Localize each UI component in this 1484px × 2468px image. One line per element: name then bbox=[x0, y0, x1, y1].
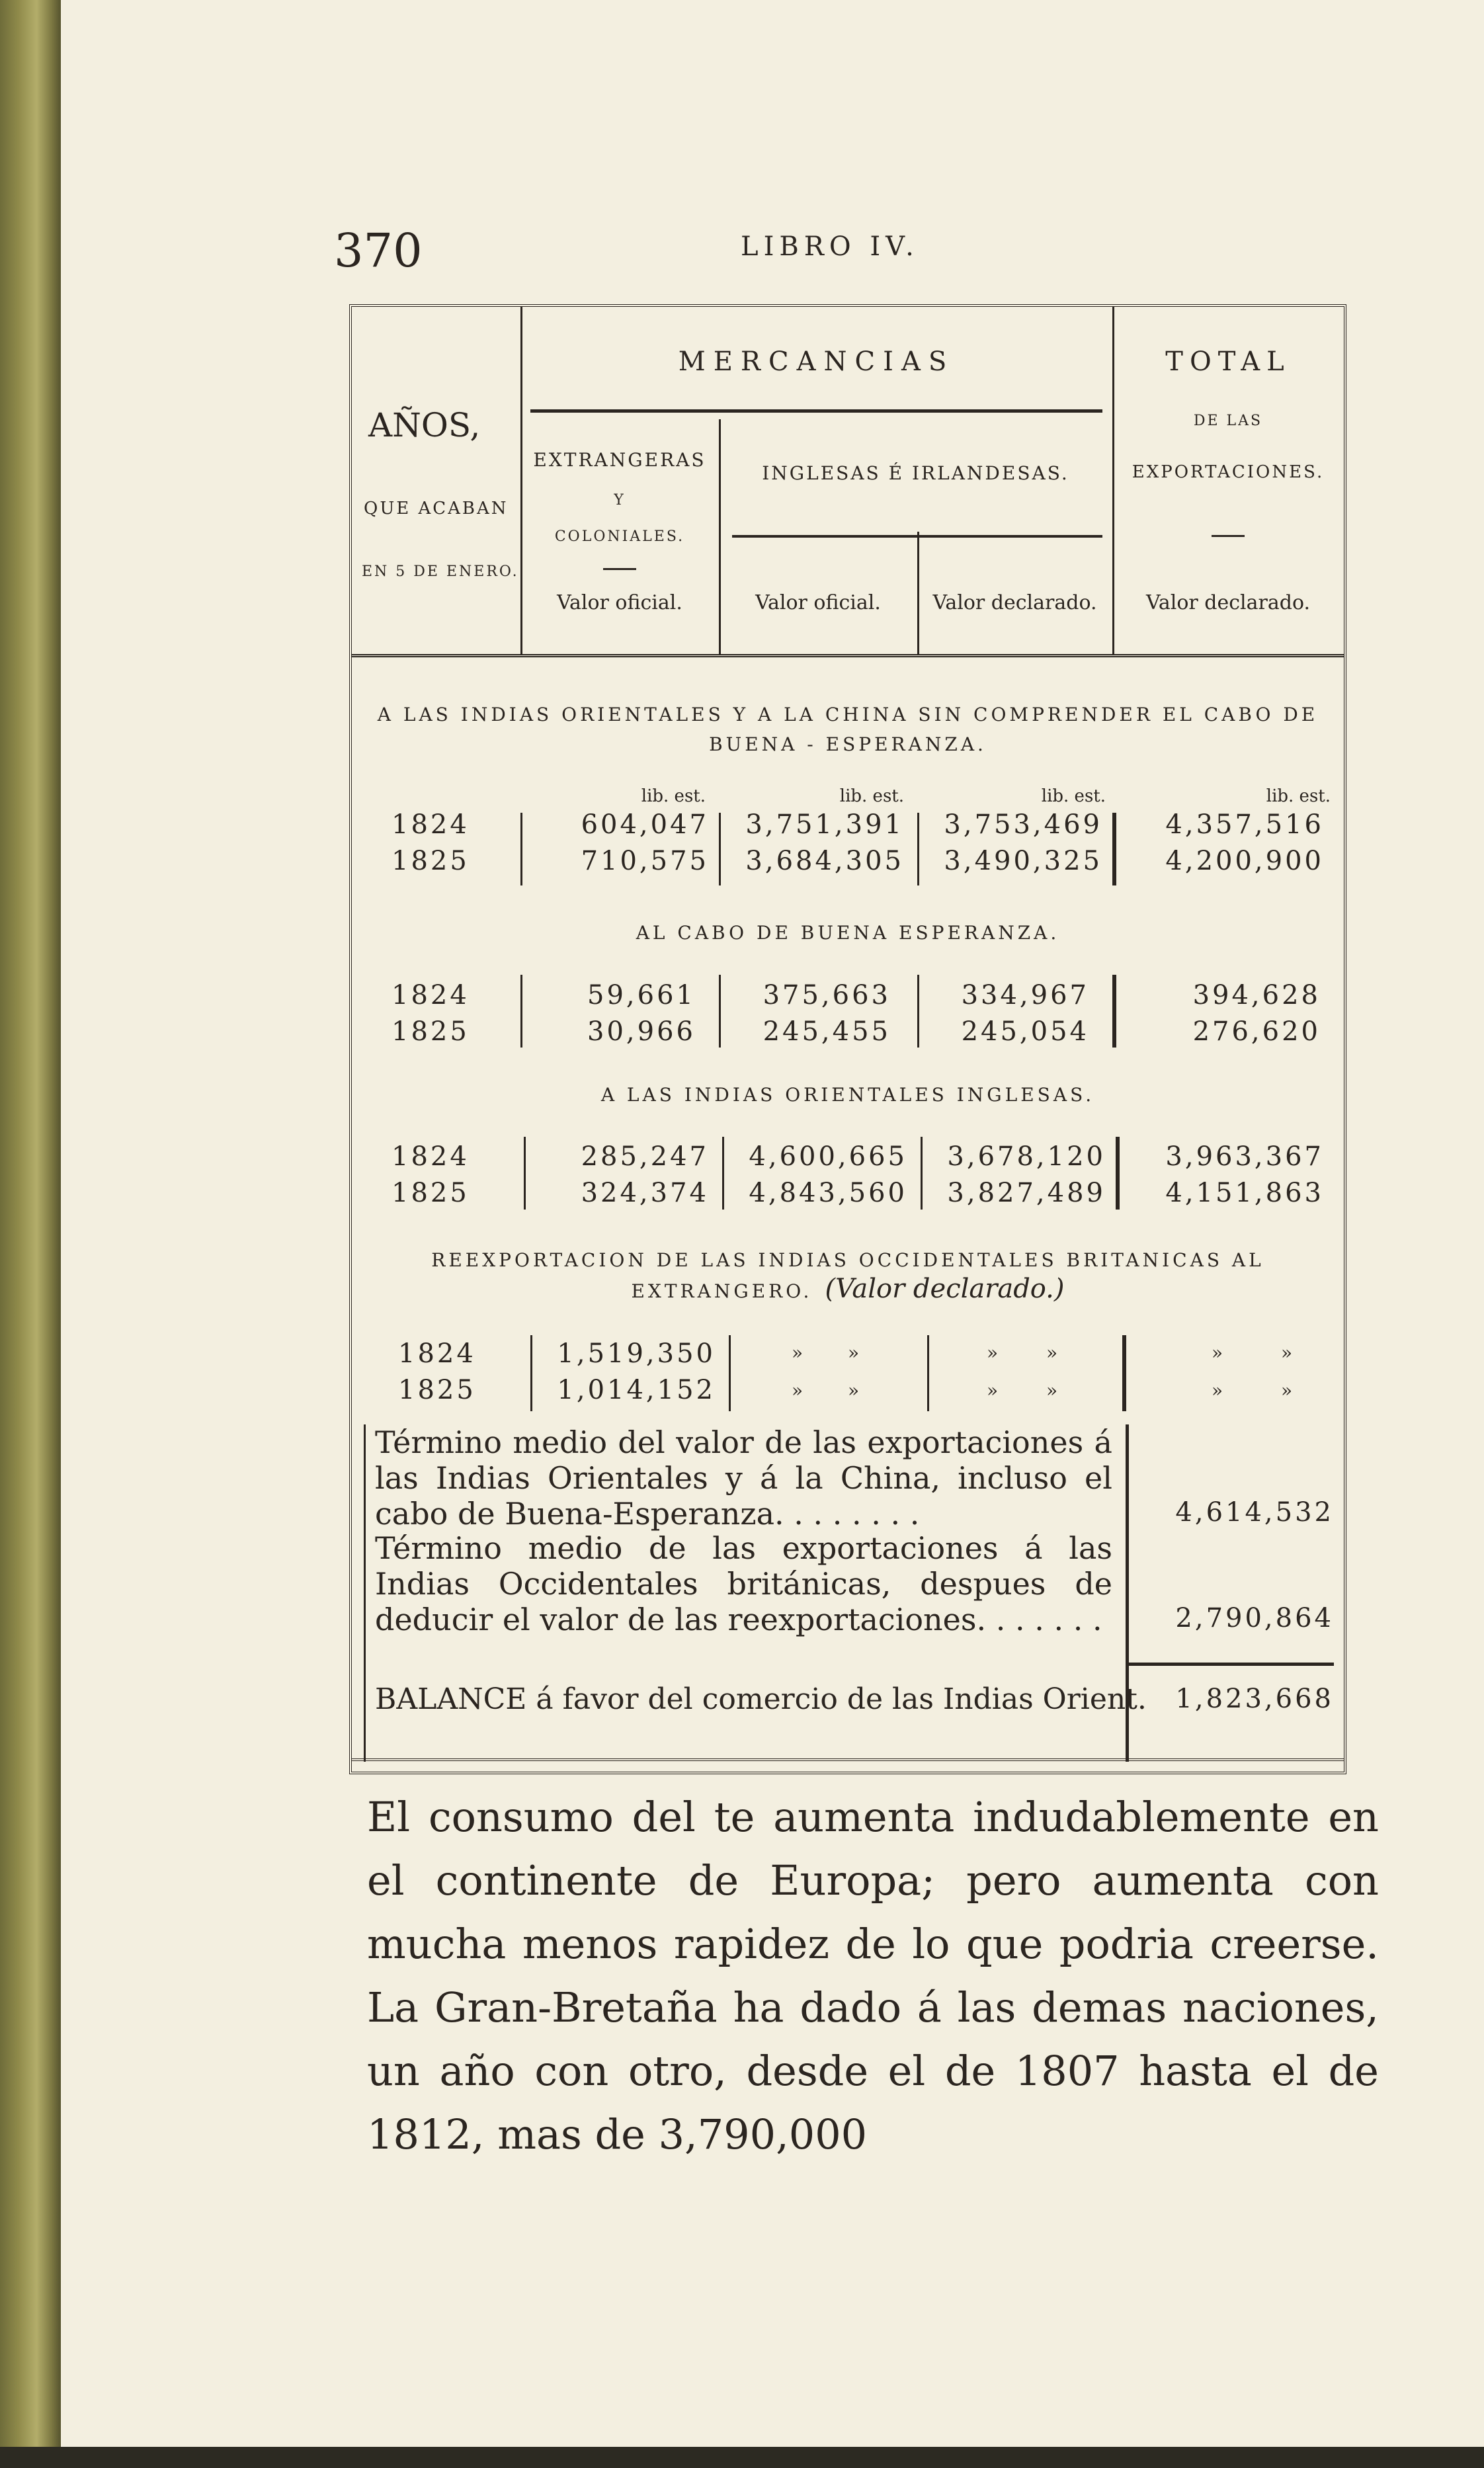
section1-title-1: A LAS INDIAS ORIENTALES Y A LA CHINA SIN COMPRENDER EL CABO DE bbox=[377, 704, 1319, 725]
s4-row1-ditto-2: » bbox=[848, 1342, 860, 1364]
section3-title: A LAS INDIAS ORIENTALES INGLESAS. bbox=[600, 1084, 1095, 1106]
foreign-label-2: Y bbox=[614, 492, 626, 509]
section1-title-2: BUENA - ESPERANZA. bbox=[709, 733, 987, 755]
s1-row2-c4: 4,200,900 bbox=[1165, 846, 1324, 876]
balance-label: BALANCE á favor del comercio de las Indias Orient. bbox=[375, 1682, 1147, 1716]
merch-title: MERCANCIAS bbox=[678, 347, 955, 377]
s1-row1-c1: 604,047 bbox=[581, 809, 709, 840]
s4-row2-ditto-5: » bbox=[1212, 1379, 1223, 1401]
running-head: LIBRO IV. bbox=[741, 231, 919, 262]
s2-row2-c2: 245,455 bbox=[763, 1016, 891, 1047]
years-subtitle-1: QUE ACABAN bbox=[364, 499, 509, 518]
unit-col4: lib. est. bbox=[1266, 786, 1331, 806]
years-subtitle-2: EN 5 DE ENERO. bbox=[362, 563, 519, 580]
foreign-label-3: COLONIALES. bbox=[554, 528, 685, 545]
s3-row2-c2: 4,843,560 bbox=[749, 1178, 907, 1208]
s3-row2-c4: 4,151,863 bbox=[1165, 1178, 1324, 1208]
s3-row2-year: 1825 bbox=[392, 1178, 470, 1208]
s2-row2-year: 1825 bbox=[392, 1016, 470, 1047]
balance-value: 1,823,668 bbox=[1175, 1684, 1334, 1714]
s4-row1-ditto-3: » bbox=[987, 1342, 999, 1364]
export-table bbox=[349, 304, 1346, 1774]
s2-row1-year: 1824 bbox=[392, 980, 470, 1010]
foreign-value-label: Valor oficial. bbox=[557, 591, 682, 614]
s4-row2-ditto-1: » bbox=[792, 1379, 804, 1401]
s1-row2-year: 1825 bbox=[392, 846, 470, 876]
book-binding-edge bbox=[0, 0, 61, 2468]
unit-col2: lib. est. bbox=[839, 786, 904, 806]
s4-row2-ditto-2: » bbox=[848, 1379, 860, 1401]
section4-title-2-wrap bbox=[352, 1274, 1344, 1304]
british-declared-label: Valor declarado. bbox=[932, 591, 1097, 614]
header-bottom-rule bbox=[352, 654, 1344, 657]
bottom-shadow-band bbox=[0, 2447, 1484, 2468]
s4-row1-ditto-6: » bbox=[1281, 1342, 1293, 1364]
s2-row2-c3: 245,054 bbox=[961, 1016, 1089, 1047]
table-bottom-rule bbox=[352, 1758, 1344, 1761]
total-rule bbox=[1212, 535, 1245, 537]
section4-title-2: EXTRANGERO. bbox=[631, 1280, 813, 1302]
s2-row1-c3: 334,967 bbox=[961, 980, 1089, 1010]
foreign-label-1: EXTRANGERAS bbox=[533, 449, 706, 471]
s4-row1-c1: 1,519,350 bbox=[557, 1338, 716, 1369]
s4-row2-ditto-4: » bbox=[1046, 1379, 1058, 1401]
s3-row1-year: 1824 bbox=[392, 1141, 470, 1172]
summary-value-1: 4,614,532 bbox=[1175, 1497, 1334, 1528]
s2-row2-c4: 276,620 bbox=[1192, 1016, 1321, 1047]
s4-row2-c1: 1,014,152 bbox=[557, 1375, 716, 1405]
s1-row1-c4: 4,357,516 bbox=[1165, 809, 1324, 840]
section4-title-1: REEXPORTACION DE LAS INDIAS OCCIDENTALES BRITANICAS AL bbox=[431, 1249, 1264, 1271]
s4-row1-year: 1824 bbox=[398, 1338, 476, 1369]
s3-row2-c3: 3,827,489 bbox=[947, 1178, 1106, 1208]
british-title: INGLESAS É IRLANDESAS. bbox=[762, 462, 1069, 484]
s4-row2-ditto-3: » bbox=[987, 1379, 999, 1401]
summary-paragraph-2: Término medio de las exportaciones á las Indias Occidentales británicas, despues de deducir el valor de las reexportaciones. . . . . . . bbox=[375, 1530, 1112, 1637]
s2-row1-c1: 59,661 bbox=[587, 980, 696, 1010]
unit-col1: lib. est. bbox=[641, 786, 706, 806]
foreign-rule bbox=[603, 568, 636, 570]
balance-rule bbox=[1129, 1663, 1334, 1666]
body-paragraph: El consumo del te aumenta indudablemente en el continente de Europa; pero aumenta con mucha menos rapidez de lo que podria creerse. La Gran-Bretaña ha dado á las demas naciones, un año con otro, desde el de 1807 hasta el de 1812, mas de 3,790,000 bbox=[367, 1793, 1379, 2159]
s4-row2-ditto-6: » bbox=[1281, 1379, 1293, 1401]
british-brace bbox=[732, 535, 1102, 538]
s4-divider-3 bbox=[927, 1335, 929, 1411]
s4-divider-2 bbox=[729, 1335, 731, 1411]
summary-left-rule bbox=[364, 1424, 366, 1762]
british-official-label: Valor oficial. bbox=[755, 591, 881, 614]
summary-value-2: 2,790,864 bbox=[1175, 1603, 1334, 1633]
s4-row1-ditto-4: » bbox=[1046, 1342, 1058, 1364]
section4-title-italic: (Valor declarado.) bbox=[825, 1274, 1065, 1304]
total-value-label: Valor declarado. bbox=[1145, 591, 1311, 614]
s1-row1-c2: 3,751,391 bbox=[745, 809, 904, 840]
total-subtitle-1: DE LAS bbox=[1193, 413, 1263, 429]
merch-brace bbox=[530, 409, 1102, 413]
s3-row1-c3: 3,678,120 bbox=[947, 1141, 1106, 1172]
s3-row1-c4: 3,963,367 bbox=[1165, 1141, 1324, 1172]
section2-title: AL CABO DE BUENA ESPERANZA. bbox=[636, 922, 1060, 944]
s2-row1-c2: 375,663 bbox=[763, 980, 891, 1010]
s4-row1-ditto-5: » bbox=[1212, 1342, 1223, 1364]
summary-paragraph-1: Término medio del valor de las exportaciones á las Indias Orientales y á la China, incluso el cabo de Buena-Esperanza. . . . . . . . bbox=[375, 1424, 1112, 1532]
total-title: TOTAL bbox=[1165, 347, 1291, 377]
page-number: 370 bbox=[334, 224, 423, 278]
s1-row2-c3: 3,490,325 bbox=[944, 846, 1102, 876]
total-subtitle-2: EXPORTACIONES. bbox=[1132, 462, 1325, 482]
s4-divider-4 bbox=[1122, 1335, 1126, 1411]
s1-row1-c3: 3,753,469 bbox=[944, 809, 1102, 840]
unit-col3: lib. est. bbox=[1041, 786, 1106, 806]
s2-row2-c1: 30,966 bbox=[587, 1016, 696, 1047]
s2-row1-c4: 394,628 bbox=[1192, 980, 1321, 1010]
s1-row1-year: 1824 bbox=[392, 809, 470, 840]
s3-row1-c1: 285,247 bbox=[581, 1141, 709, 1172]
s3-row1-c2: 4,600,665 bbox=[749, 1141, 907, 1172]
s4-row2-year: 1825 bbox=[398, 1375, 476, 1405]
s1-row2-c2: 3,684,305 bbox=[745, 846, 904, 876]
s3-row2-c1: 324,374 bbox=[581, 1178, 709, 1208]
s1-row2-c1: 710,575 bbox=[581, 846, 709, 876]
s4-row1-ditto-1: » bbox=[792, 1342, 804, 1364]
years-title: AÑOS, bbox=[368, 406, 481, 444]
